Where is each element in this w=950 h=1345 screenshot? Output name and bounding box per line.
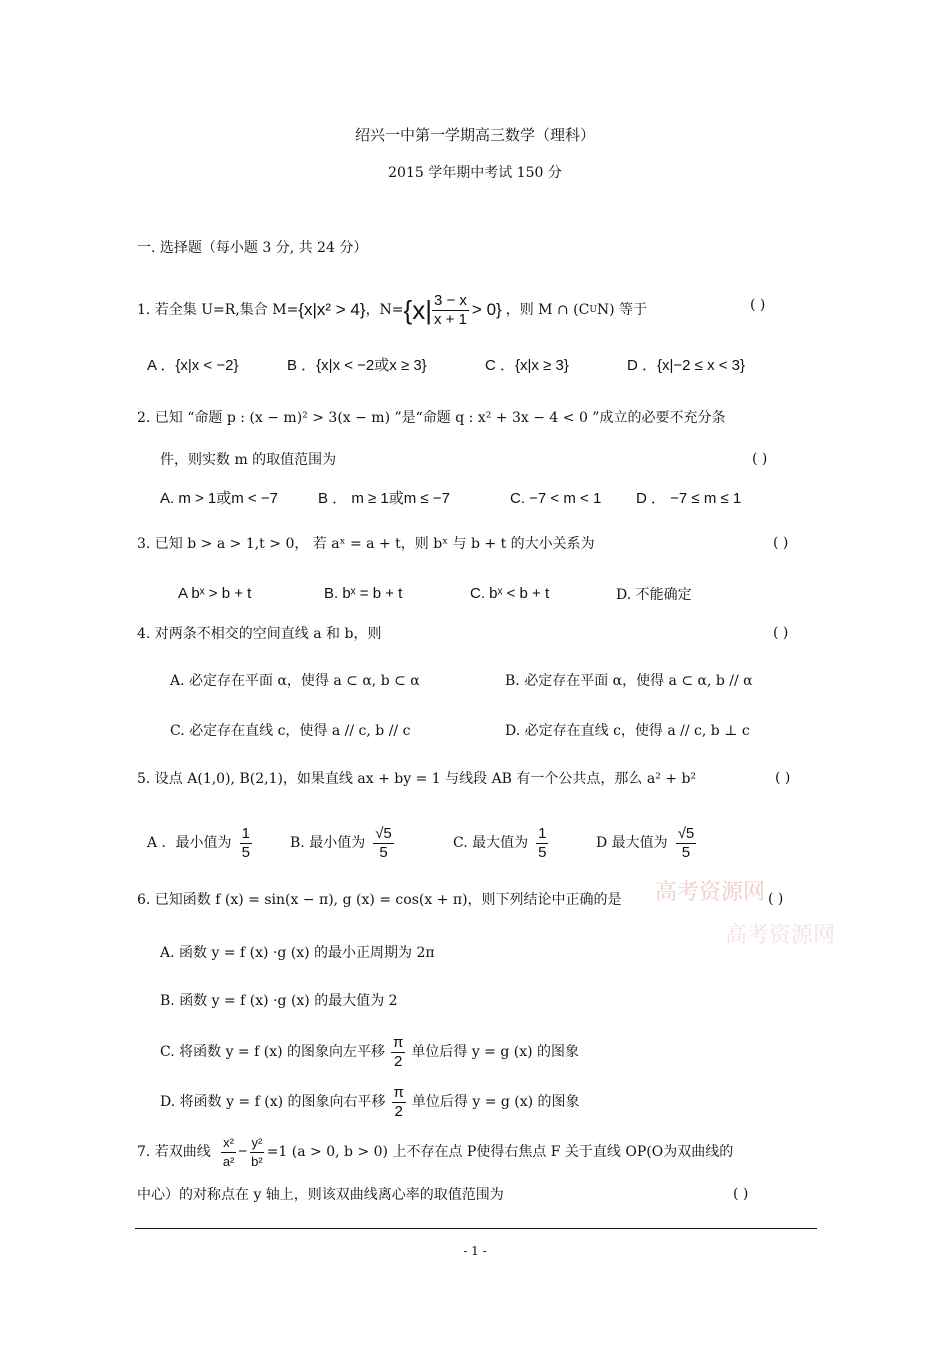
q6-option-b: B. 函数 y = f (x) ·g (x) 的最大值为 2 [160, 993, 398, 1009]
q1-fraction-denominator: x + 1 [433, 310, 467, 328]
q3-answer-blank[interactable]: ( ) [773, 535, 789, 551]
q6-option-d-post: 单位后得 y = g (x) 的图象 [411, 1094, 580, 1110]
q5-option-b-denominator: 5 [379, 843, 388, 861]
q5-option-c-numerator: 1 [538, 824, 547, 842]
q1-option-a: A ．{x|x < −2} [147, 357, 239, 374]
q4-option-d: D. 必定存在直线 c，使得 a // c, b ⊥ c [505, 723, 750, 739]
q5-option-b-fraction [373, 825, 394, 862]
question-3-line-1: 3. 已知 b > a > 1,t > 0， 若 aˣ = a + t，则 bˣ 与 b + t 的大小关系为 [137, 536, 595, 552]
q1-text-c: ，则 M ∩ (C [505, 302, 590, 318]
question-4-line-1: 4. 对两条不相交的空间直线 a 和 b，则 [137, 626, 382, 642]
q5-option-c-denominator: 5 [538, 843, 547, 861]
q6-option-a: A. 函数 y = f (x) ·g (x) 的最小正周期为 2π [160, 945, 435, 961]
question-6-line-1: 6. 已知函数 f (x) = sin(x − π), g (x) = cos(x + π)，则下列结论中正确的是 [137, 892, 622, 908]
q1-option-c: C ．{x|x ≥ 3} [485, 357, 569, 374]
q6-answer-blank[interactable]: ( ) [768, 891, 784, 907]
q7-fraction-y-denominator: b² [251, 1153, 263, 1169]
q5-answer-blank[interactable]: ( ) [775, 770, 791, 786]
q1-subscript: U [589, 305, 597, 315]
q5-option-a-denominator: 5 [241, 843, 250, 861]
q7-pre: 7. 若双曲线 [137, 1144, 211, 1160]
q6-option-c-denominator: 2 [394, 1052, 403, 1070]
q2-option-c: C. −7 < m < 1 [510, 490, 602, 507]
q1-set-n-right: > 0} [471, 300, 502, 319]
q1-answer-blank[interactable]: ( ) [750, 297, 766, 313]
question-5-line-1: 5. 设点 A(1,0), B(2,1)，如果直线 ax + by = 1 与线段 AB 有一个公共点，那么 a² + b² [137, 771, 697, 787]
question-7-line-1 [137, 1130, 733, 1174]
q7-answer-blank[interactable]: ( ) [733, 1186, 749, 1202]
q6-option-c [160, 1030, 579, 1074]
q5-option-d-label: D 最大值为 [596, 835, 668, 851]
q4-option-c: C. 必定存在直线 c，使得 a // c, b // c [170, 723, 411, 739]
q1-option-d: D ．{x|−2 ≤ x < 3} [627, 357, 746, 374]
q6-option-d-denominator: 2 [394, 1102, 403, 1120]
q3-option-b: B. bˣ = b + t [324, 585, 403, 602]
q5-option-c-fraction [536, 825, 548, 862]
q6-option-c-numerator: π [393, 1033, 404, 1051]
q5-option-a-label: A ．最小值为 [147, 835, 232, 851]
q5-option-d-fraction [676, 825, 697, 862]
q1-fraction-numerator: 3 − x [433, 291, 467, 309]
q6-option-d-fraction [392, 1084, 406, 1121]
q7-minus: − [238, 1143, 248, 1160]
q7-fraction-x-numerator: x² [221, 1134, 236, 1153]
q2-answer-blank[interactable]: ( ) [752, 451, 768, 467]
q5-option-c [453, 820, 548, 866]
q6-option-c-post: 单位后得 y = g (x) 的图象 [411, 1044, 580, 1060]
q5-option-a-numerator: 1 [241, 824, 250, 842]
q2-option-a: A. m > 1或m < −7 [160, 490, 278, 507]
q5-option-b-numerator: √5 [375, 824, 392, 842]
q6-option-c-pre: C. 将函数 y = f (x) 的图象向左平移 [160, 1044, 386, 1060]
q4-answer-blank[interactable]: ( ) [773, 625, 789, 641]
q7-fraction-x [221, 1134, 237, 1171]
page-number: - 1 - [463, 1244, 487, 1258]
question-2-line-1: 2. 已知 “命题 p : (x − m)² > 3(x − m) ”是“命题 q : x² + 3x − 4 < 0 ”成立的必要不充分条 [137, 410, 726, 426]
q6-option-d-numerator: π [393, 1083, 404, 1101]
question-2-line-2: 件，则实数 m 的取值范围为 [160, 452, 337, 468]
q1-text-b: ，N= [365, 302, 404, 318]
q4-option-b: B. 必定存在平面 α，使得 a ⊂ α, b // α [505, 673, 753, 689]
q5-option-a-fraction [240, 825, 252, 862]
q1-set-n-fraction [432, 292, 469, 329]
q4-option-a: A. 必定存在平面 α，使得 a ⊂ α, b ⊂ α [170, 673, 420, 689]
q1-option-b: B ．{x|x < −2或x ≥ 3} [287, 357, 427, 374]
q6-option-d [160, 1080, 580, 1124]
q1-set-m: {x|x² > 4} [298, 300, 366, 319]
q2-option-b: B ． m ≥ 1或m ≤ −7 [318, 490, 450, 507]
q1-set-n-left: {x| [403, 295, 432, 325]
q3-option-a: A bˣ > b + t [178, 585, 252, 602]
question-1-stem [137, 292, 647, 328]
q3-option-c: C. bˣ < b + t [470, 585, 550, 602]
q5-option-d [596, 820, 696, 866]
q6-option-d-pre: D. 将函数 y = f (x) 的图象向右平移 [160, 1094, 386, 1110]
q5-option-a [147, 820, 252, 866]
q7-fraction-y [249, 1134, 265, 1171]
section-heading: 一. 选择题（每小题 3 分, 共 24 分） [137, 240, 368, 256]
q1-text-a: 1. 若全集 U=R,集合 M= [137, 302, 299, 318]
footer-divider [135, 1228, 817, 1229]
q7-fraction-x-denominator: a² [222, 1153, 235, 1169]
page-title: 绍兴一中第一学期高三数学（理科） [354, 126, 595, 144]
q7-post: =1 (a > 0, b > 0) 上不存在点 P使得右焦点 F 关于直线 OP(O为双曲线的 [266, 1144, 734, 1160]
q3-option-d: D. 不能确定 [616, 587, 692, 603]
q6-option-c-fraction [391, 1034, 405, 1071]
page-subtitle: 2015 学年期中考试 150 分 [388, 165, 562, 181]
q7-fraction-y-numerator: y² [250, 1134, 265, 1153]
q5-option-d-denominator: 5 [681, 843, 691, 861]
q5-option-d-numerator: √5 [677, 824, 695, 842]
watermark-stamp-faint: 高考资源网 [725, 923, 836, 948]
question-7-line-2: 中心）的对称点在 y 轴上，则该双曲线离心率的取值范围为 [137, 1187, 504, 1203]
q1-text-d: N) 等于 [596, 302, 648, 318]
q5-option-c-label: C. 最大值为 [453, 835, 529, 851]
q5-option-b [290, 820, 394, 866]
q5-option-b-label: B. 最小值为 [290, 835, 366, 851]
watermark-stamp: 高考资源网 [655, 880, 766, 905]
q2-option-d: D ． −7 ≤ m ≤ 1 [636, 490, 742, 507]
